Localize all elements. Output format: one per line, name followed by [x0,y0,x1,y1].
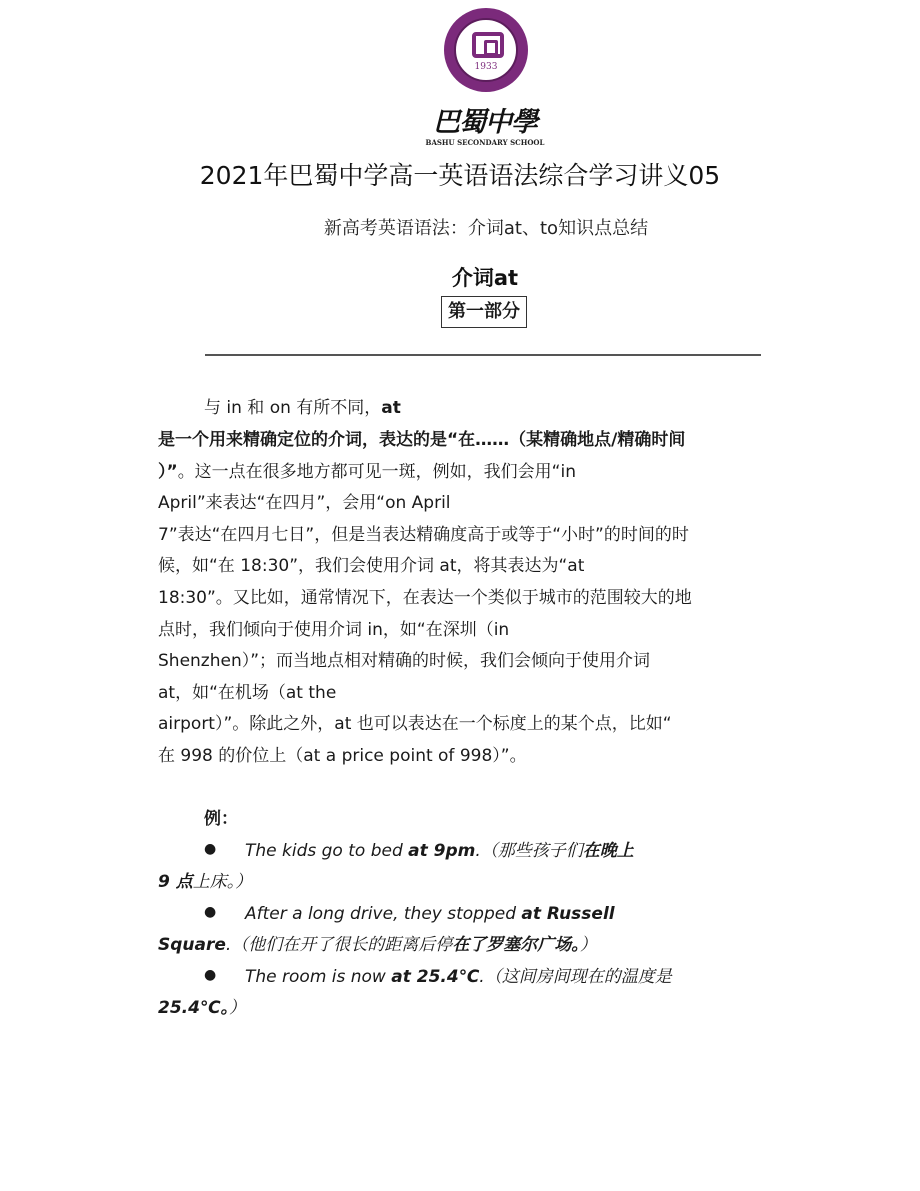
intro-line-4: April”来表达“在四月”，会用“on April [158,493,451,513]
document-title: 2021年巴蜀中学高一英语语法综合学习讲义05 [199,161,721,190]
example-3-line-2: 25.4℃。） [158,998,247,1018]
example-1-line-1: The kids go to bed at 9pm.（那些孩子们在晚上 [245,841,634,861]
school-name-en: BASHU SECONDARY SCHOOL [425,138,545,147]
intro-line-12: 在 998 的价位上（at a price point of 998）”。 [158,746,527,766]
school-name-cn: 巴蜀中學 [433,107,537,138]
intro-line-10: at，如“在机场（at the [158,683,337,703]
divider [205,354,761,356]
intro-line-1: 与 in 和 on 有所不同，at [204,398,401,418]
intro-line-6: 候，如“在 18:30”，我们会使用介词 at，将其表达为“at [158,556,585,576]
example-3-line-1: The room is now at 25.4℃.（这间房间现在的温度是 [245,967,672,987]
intro-line-3: ）”。这一点在很多地方都可见一斑，例如，我们会用“in [158,462,576,482]
document-subtitle: 新高考英语语法：介词at、to知识点总结 [323,218,649,239]
intro-line-5: 7”表达“在四月七日”，但是当表达精确度高于或等于“小时”的时间的时 [158,525,689,545]
example-1-line-2: 9 点上床。） [158,872,253,892]
intro-line-11: airport）”。除此之外，at 也可以表达在一个标度上的某个点，比如“ [158,714,672,734]
section-heading: 介词at [451,266,519,290]
example-2-line-1: After a long drive, they stopped at Russell [245,904,615,924]
bullet-icon: ● [204,967,217,983]
bullet-icon: ● [204,904,217,920]
intro-line-9: Shenzhen）”；而当地点相对精确的时候，我们会倾向于使用介词 [158,651,651,671]
school-seal-icon [444,8,528,92]
intro-line-7: 18:30”。又比如，通常情况下，在表达一个类似于城市的范围较大的地 [158,588,692,608]
example-2-line-2: Square.（他们在开了很长的距离后停在了罗塞尔广场。） [158,935,597,955]
bullet-icon: ● [204,841,217,857]
school-logo [418,8,552,150]
seal-year: 1933 [474,62,498,72]
intro-line-2: 是一个用来精确定位的介词，表达的是“在……（某精确地点/精确时间 [158,430,686,450]
part-label: 第一部分 [441,296,527,328]
intro-line-8: 点时，我们倾向于使用介词 in，如“在深圳（in [158,620,510,640]
examples-label: 例： [204,809,238,829]
